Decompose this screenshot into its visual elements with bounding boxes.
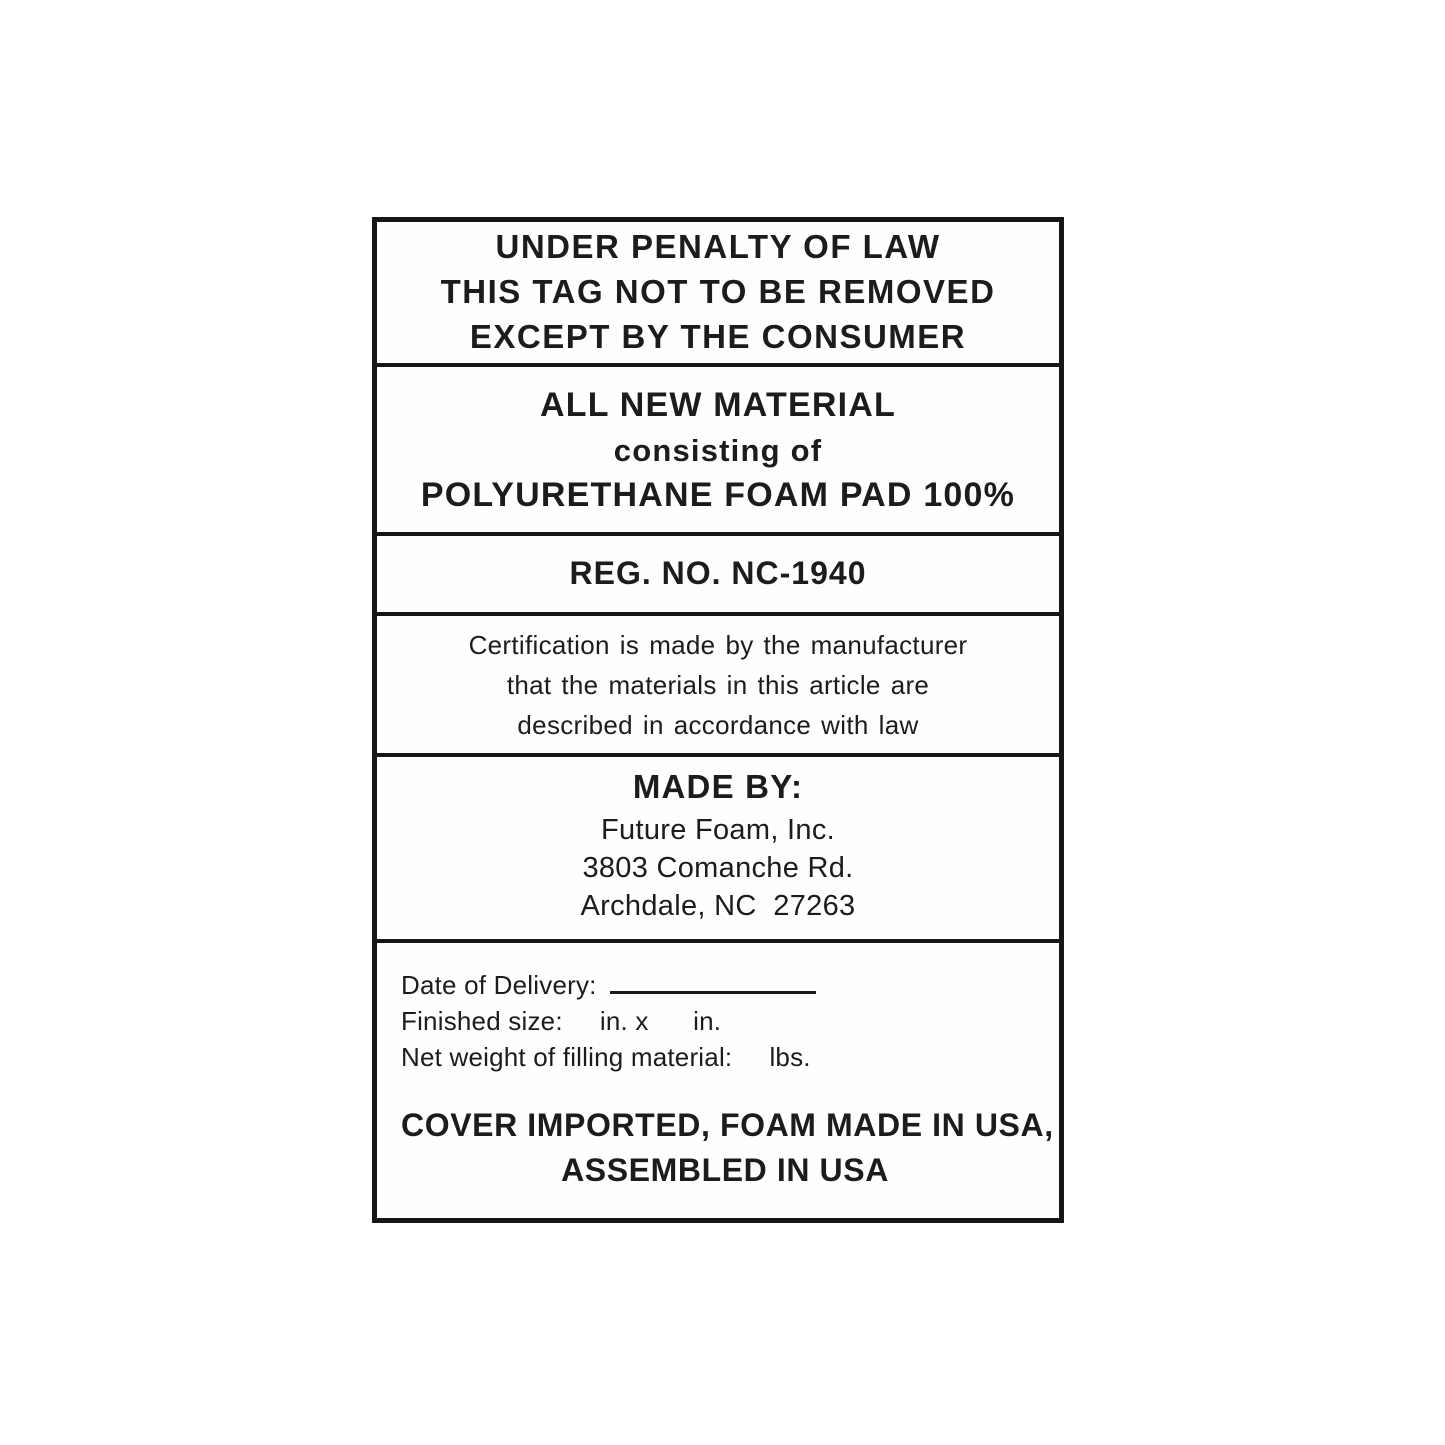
details-section <box>377 943 1059 1218</box>
origin-line: ASSEMBLED IN USA <box>561 1152 889 1188</box>
certification-line: described in accordance with law <box>517 710 919 740</box>
manufacturer-street: 3803 Comanche Rd. <box>582 852 854 884</box>
origin-statement <box>401 1103 1054 1193</box>
date-of-delivery-line <box>401 967 1049 1003</box>
certification-line: that the materials in this article are <box>506 670 930 700</box>
finished-size-line: Finished size: in. x in. <box>401 1006 722 1036</box>
made-by-section <box>377 757 1059 943</box>
material-section <box>377 367 1059 536</box>
penalty-line: THIS TAG NOT TO BE REMOVED <box>440 273 996 310</box>
made-by-heading: MADE BY: <box>632 768 804 805</box>
penalty-section <box>377 222 1059 367</box>
registration-number: REG. NO. NC-1940 <box>569 555 867 591</box>
manufacturer-name: Future Foam, Inc. <box>601 814 835 846</box>
certification-line: Certification is made by the manufacturer <box>468 630 968 660</box>
origin-line: COVER IMPORTED, FOAM MADE IN USA, <box>401 1107 1054 1143</box>
manufacturer-city-state-zip: Archdale, NC 27263 <box>580 890 856 922</box>
date-of-delivery-blank <box>610 970 816 994</box>
law-tag-label <box>372 217 1064 1223</box>
material-line: ALL NEW MATERIAL <box>539 386 896 424</box>
penalty-line: UNDER PENALTY OF LAW <box>495 228 941 265</box>
material-line: consisting of <box>613 433 823 468</box>
penalty-line: EXCEPT BY THE CONSUMER <box>469 318 967 355</box>
material-line: POLYURETHANE FOAM PAD 100% <box>420 476 1016 514</box>
certification-section <box>377 616 1059 757</box>
date-of-delivery-label: Date of Delivery: <box>401 970 605 1000</box>
net-weight-line: Net weight of filling material: lbs. <box>401 1042 811 1072</box>
registration-section <box>377 536 1059 616</box>
